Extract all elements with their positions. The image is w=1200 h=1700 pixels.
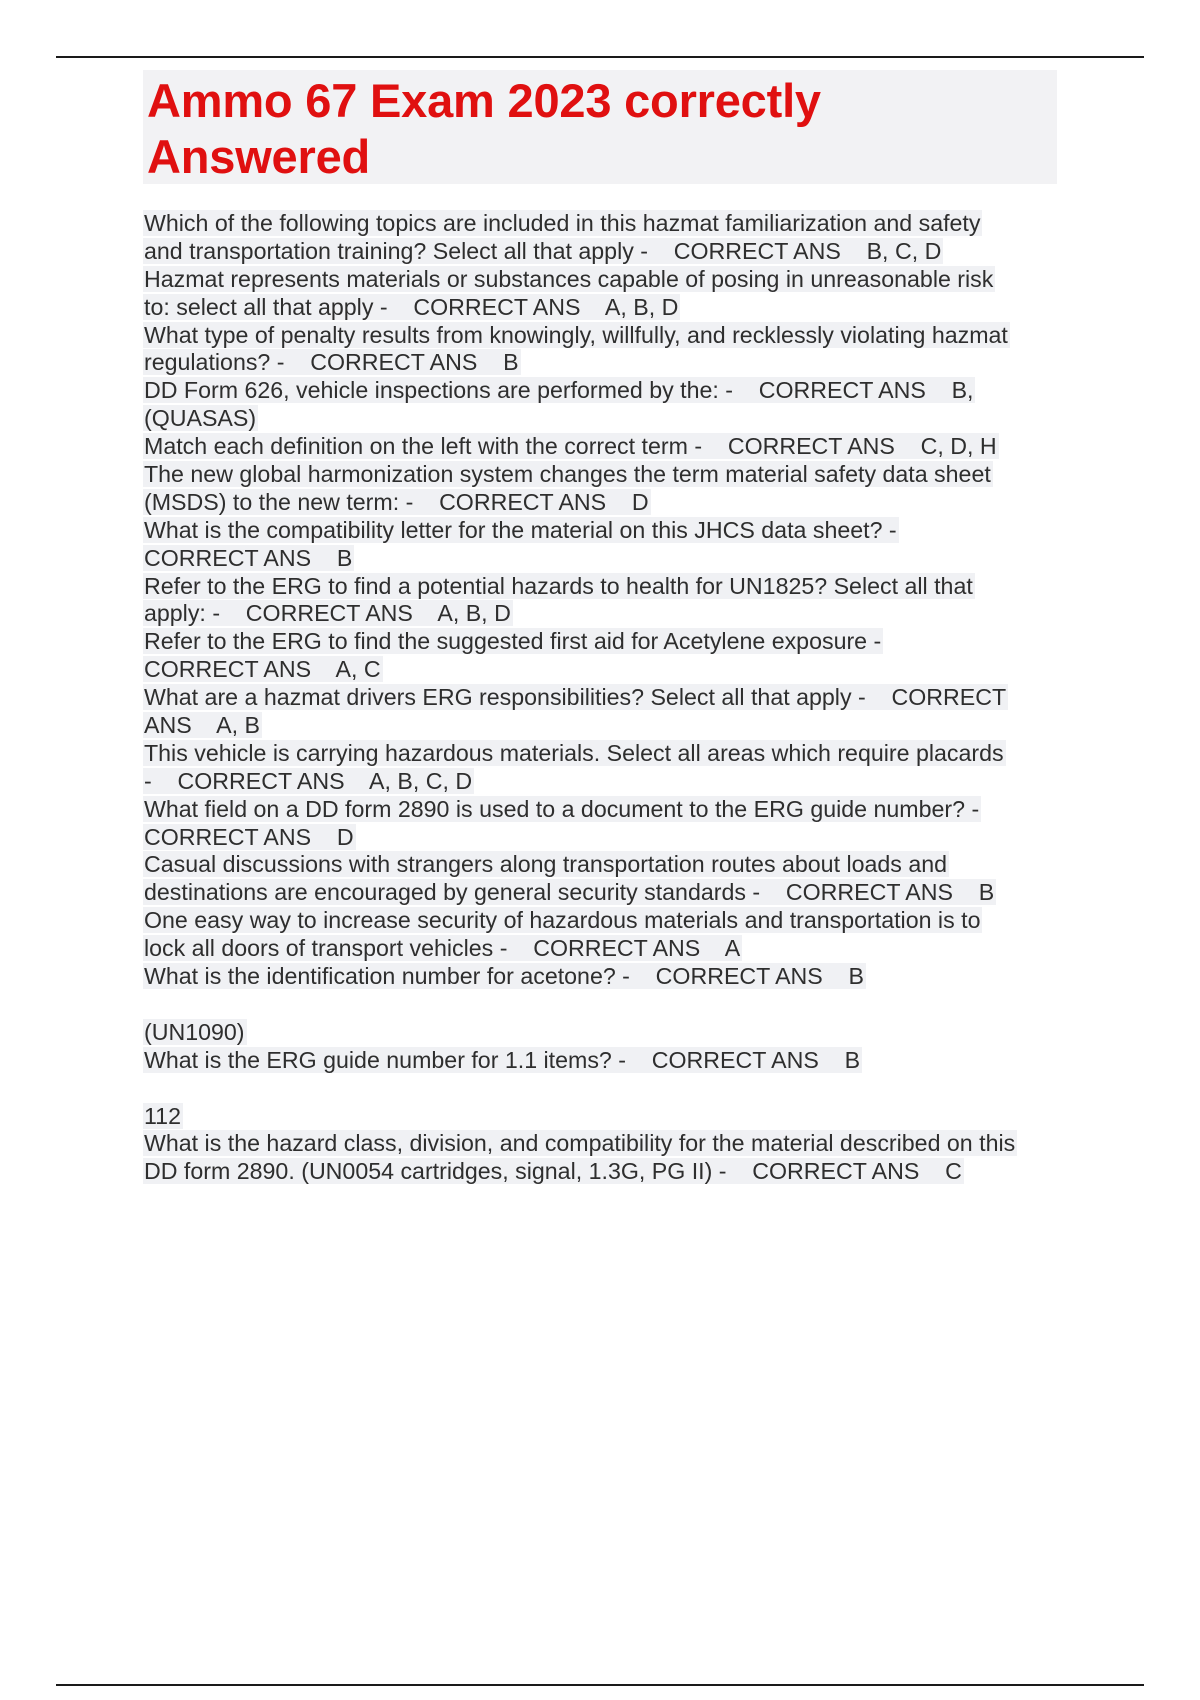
- document-title: [147, 73, 1053, 185]
- text-line: The new global harmonization system changes the term material safety data sheet: [144, 461, 991, 488]
- text-line: Which of the following topics are included in this hazmat familiarization and safety: [144, 210, 981, 236]
- text-line: What type of penalty results from knowingly, willfully, and recklessly violating hazmat: [144, 321, 1008, 348]
- text-line: ANS A, B: [144, 712, 260, 739]
- text-line: regulations? - CORRECT ANS B: [144, 349, 519, 376]
- blank-line: [143, 1075, 1063, 1103]
- title-line-2: Answered: [147, 130, 371, 183]
- text-line: - CORRECT ANS A, B, C, D: [144, 767, 473, 794]
- text-line: Refer to the ERG to find a potential hazards to health for UN1825? Select all that: [144, 572, 973, 599]
- text-line: Casual discussions with strangers along transportation routes about loads and: [144, 851, 948, 878]
- title-banner: [143, 70, 1057, 184]
- text-line: What is the ERG guide number for 1.1 items? - CORRECT ANS B: [144, 1046, 861, 1073]
- text-line: DD Form 626, vehicle inspections are performed by the: - CORRECT ANS B,: [144, 377, 974, 404]
- text-line: lock all doors of transport vehicles - CORRECT ANS A: [144, 935, 741, 962]
- text-line: This vehicle is carrying hazardous materials. Select all areas which require placards: [144, 739, 1004, 766]
- text-line: What is the hazard class, division, and compatibility for the material described on this: [144, 1130, 1016, 1157]
- bottom-rule: [56, 1684, 1144, 1686]
- text-line: and transportation training? Select all that apply - CORRECT ANS B, C, D: [144, 237, 942, 264]
- text-line: DD form 2890. (UN0054 cartridges, signal, 1.3G, PG II) - CORRECT ANS C: [144, 1158, 962, 1185]
- text-line: Match each definition on the left with the correct term - CORRECT ANS C, D, H: [144, 433, 997, 460]
- text-line: What is the compatibility letter for the material on this JHCS data sheet? -: [144, 516, 897, 543]
- text-line: to: select all that apply - CORRECT ANS A, B, D: [144, 293, 679, 320]
- text-line: (MSDS) to the new term: - CORRECT ANS D: [144, 488, 649, 515]
- text-line: apply: - CORRECT ANS A, B, D: [144, 600, 511, 627]
- qa-body: [143, 210, 1063, 1186]
- text-line: One easy way to increase security of hazardous materials and transportation is to: [144, 907, 981, 934]
- text-line: Refer to the ERG to find the suggested first aid for Acetylene exposure -: [144, 628, 882, 655]
- text-line: CORRECT ANS B: [144, 544, 353, 571]
- text-line: What is the identification number for acetone? - CORRECT ANS B: [144, 963, 864, 990]
- title-line-1: Ammo 67 Exam 2023 correctly: [147, 74, 821, 127]
- text-line: CORRECT ANS A, C: [144, 656, 381, 683]
- text-line: 112: [144, 1102, 181, 1129]
- text-line: (UN1090): [144, 1018, 245, 1045]
- text-line: What are a hazmat drivers ERG responsibilities? Select all that apply - CORRECT: [144, 684, 1007, 711]
- text-line: (QUASAS): [144, 405, 257, 432]
- text-line: destinations are encouraged by general security standards - CORRECT ANS B: [144, 879, 995, 906]
- top-rule: [56, 56, 1144, 58]
- text-line: What field on a DD form 2890 is used to a document to the ERG guide number? -: [144, 795, 980, 822]
- text-line: Hazmat represents materials or substances capable of posing in unreasonable risk: [144, 265, 994, 292]
- text-line: CORRECT ANS D: [144, 823, 354, 850]
- blank-line: [143, 991, 1063, 1019]
